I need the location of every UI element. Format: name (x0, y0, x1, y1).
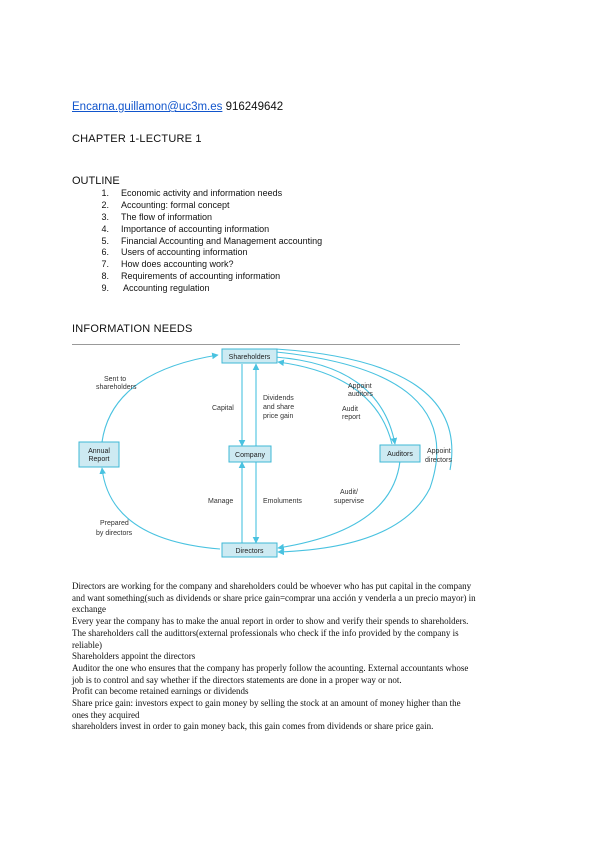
notes-line: Every year the company has to make the anual report in order to show and verify their spends to shareholders. (72, 616, 469, 627)
outline-item: 8. Requirements of accounting information (101, 271, 281, 282)
node-company (229, 446, 271, 462)
label-shareholders: shareholders (96, 384, 137, 391)
notes-line: shareholders invest in order to gain money back, this gain comes from dividends or share price gain. (72, 721, 434, 732)
node-directors (222, 543, 277, 557)
svg-text:Shareholders: Shareholders (228, 354, 271, 361)
outline-item: 4. Importance of accounting information (101, 223, 270, 234)
label-manage: Manage (208, 498, 234, 505)
section-title: INFORMATION NEEDS (72, 323, 193, 335)
label-supervise: supervise (334, 498, 364, 505)
notes-line: Shareholders appoint the directors (72, 651, 196, 662)
outline-item: 6. Users of accounting information (101, 247, 248, 258)
label-by-directors: by directors (96, 530, 133, 537)
svg-text:Directors: Directors (235, 548, 264, 555)
email-link[interactable]: Encarna.guillamon@uc3m.es (72, 101, 223, 113)
label-dividends: Dividends (263, 395, 294, 402)
edge-shareholders-outer (276, 349, 452, 470)
label-capital: Capital (212, 405, 234, 412)
notes-line: The shareholders call the audittors(external professionals who check if the info provided by the company is (72, 627, 459, 638)
svg-text:Report: Report (88, 456, 110, 463)
label-prepared: Prepared (100, 520, 129, 527)
node-annual-report (79, 442, 119, 467)
label-auditors: auditors (348, 391, 373, 398)
label-price-gain: price gain (263, 413, 294, 420)
label-and-share: and share (263, 404, 295, 411)
outline-item: 9. Accounting regulation (101, 283, 210, 294)
outline-item: 5. Financial Accounting and Management accounting (101, 235, 323, 246)
label-appoint: Appoint (348, 383, 372, 390)
notes-line: exchange (72, 604, 106, 615)
node-auditors (380, 445, 420, 462)
notes-line: Profit can become retained earnings or dividends (72, 686, 249, 697)
notes-line: ones they acquired (72, 709, 140, 720)
notes-line: job is to control and say whether if the directors statements are done in a proper way or not. (72, 674, 402, 685)
notes-line: Auditor the one who ensures that the company has properly follow the acounting. External accountants whose (72, 662, 469, 673)
outline-item: 2. Accounting: formal concept (101, 199, 230, 210)
svg-text:Annual: Annual (88, 448, 110, 455)
label-audit-supervise: Audit/ (340, 489, 358, 496)
label-appoint-directors: Appoint (427, 448, 451, 455)
label-emoluments: Emoluments (263, 498, 302, 505)
label-directors: directors (425, 457, 452, 464)
label-sent-to: Sent to (104, 376, 127, 383)
outline-item: 3. The flow of information (101, 211, 213, 222)
chapter-title: CHAPTER 1-LECTURE 1 (72, 133, 202, 145)
label-audit: Audit (342, 406, 358, 413)
svg-text:Company: Company (235, 452, 265, 459)
node-shareholders (222, 349, 277, 363)
notes-line: and want something(such as dividends or share price gain=comprar una acción y venderla a un precio mayor) in (72, 592, 476, 603)
notes-body (72, 581, 532, 733)
phone-number: 916249642 (225, 101, 284, 113)
outline-item: 7. How does accounting work? (101, 259, 234, 270)
edge-report-to-shareholders (102, 355, 218, 442)
notes-line: Directors are working for the company and shareholders could be whoever who has put capital in the company (72, 581, 472, 591)
label-report: report (342, 414, 361, 421)
outline-item: 1. Economic activity and information needs (101, 188, 283, 198)
notes-line: reliable) (72, 639, 102, 650)
svg-text:Auditors: Auditors (387, 451, 413, 458)
outline-title: OUTLINE (72, 175, 120, 187)
notes-line: Share price gain: investors expect to gain money by selling the stock at an amount of money higher than the (72, 698, 461, 709)
